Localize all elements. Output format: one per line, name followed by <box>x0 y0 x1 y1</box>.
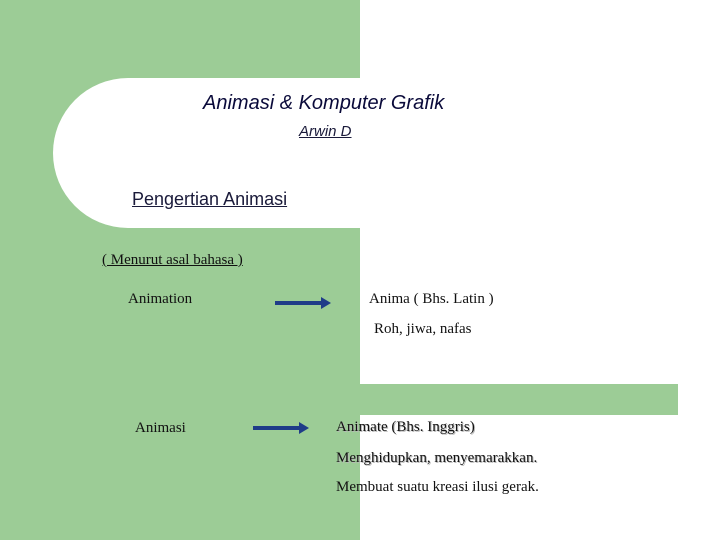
meaning-ilusi-gerak: Membuat suatu kreasi ilusi gerak. <box>336 479 539 495</box>
meaning-animate: Animate (Bhs. Inggris) <box>336 419 475 435</box>
arrow-right-icon <box>251 421 311 435</box>
slide-author: Arwin D <box>299 123 352 140</box>
meaning-roh: Roh, jiwa, nafas <box>374 321 472 337</box>
meaning-anima: Anima ( Bhs. Latin ) <box>369 291 494 307</box>
meaning-menghidupkan: Menghidupkan, menyemarakkan. <box>336 450 538 466</box>
term-animasi: Animasi <box>135 420 186 436</box>
term-animation: Animation <box>128 291 193 307</box>
section-subheading: ( Menurut asal bahasa ) <box>102 252 243 268</box>
slide-title: Animasi & Komputer Grafik <box>203 92 445 114</box>
background-green-band <box>360 384 678 415</box>
section-heading: Pengertian Animasi <box>132 189 288 209</box>
arrow-right-icon <box>273 296 333 310</box>
